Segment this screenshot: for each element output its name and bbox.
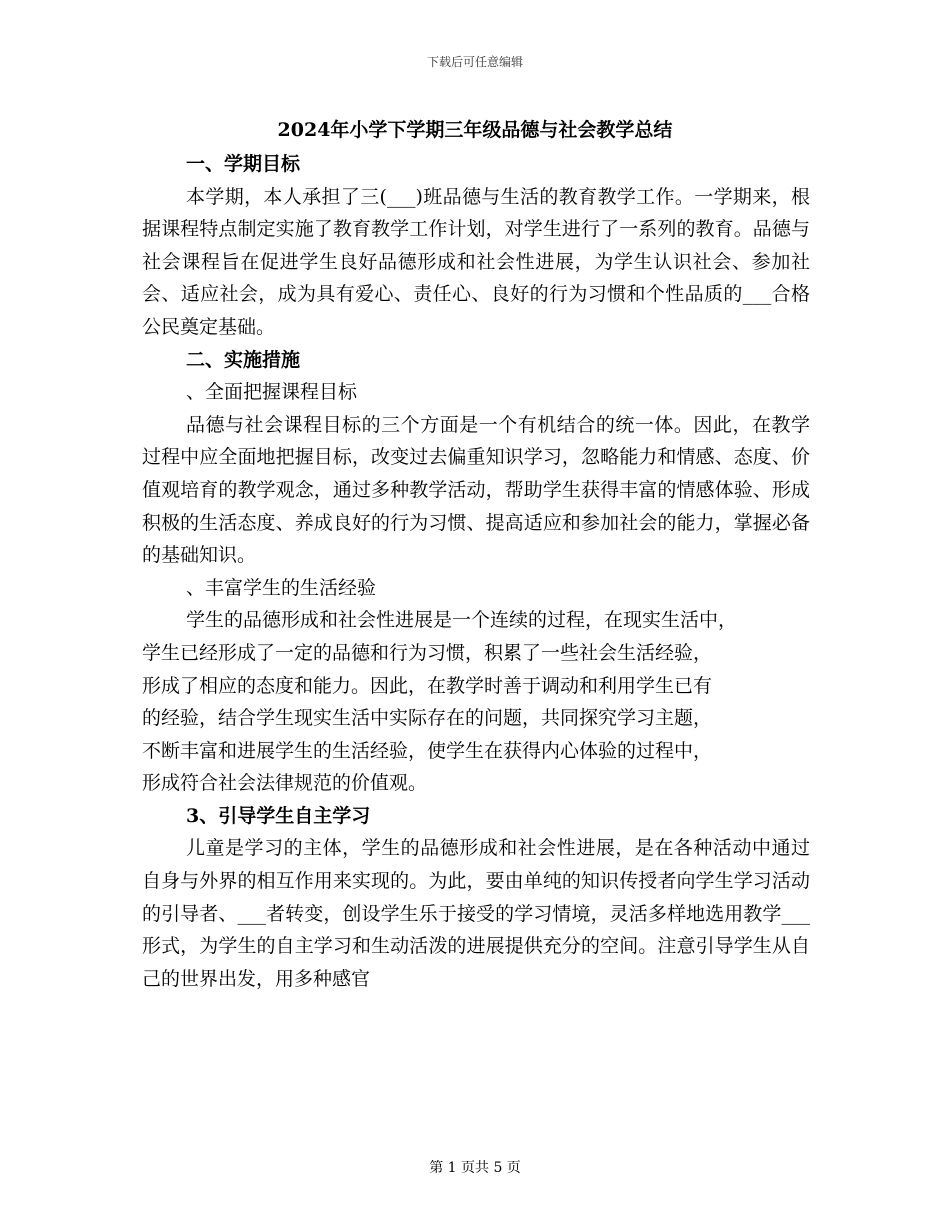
paragraph-3-line: 的经验，结合学生现实生活中实际存在的问题，共同探究学习主题， [142, 707, 713, 730]
paragraph-2: 品德与社会课程目标的三个方面是一个有机结合的统一体。因此，在教学过程中应全面地把握目标，改变过去偏重知识学习，忽略能力和情感、态度、价值观培育的教学观念，通过多种教学活动，帮助学生获得丰富的情感体验、形成积极的生活态度、养成良好的行为习惯、提高适应和参加社会的能力，掌握必备的基础知识。 [142, 413, 810, 567]
section-heading-2: 二、实施措施 [186, 348, 301, 371]
page-header: 下载后可任意编辑 [426, 55, 523, 69]
paragraph-3-line: 形成了相应的态度和能力。因此，在教学时善于调动和利用学生已有 [142, 674, 713, 697]
page-footer: 第 1 页共 5 页 [429, 1160, 521, 1176]
paragraph-3 [142, 604, 810, 800]
subheading-1: 、全面把握课程目标 [186, 381, 358, 404]
paragraph-1: 本学期，本人承担了三(___)班品德与生活的教育教学工作。一学期来，根据课程特点制定实施了教育教学工作计划，对学生进行了一系列的教育。品德与社会课程旨在促进学生良好品德形成和社会性进展，为学生认识社会、参加社会、适应社会，成为具有爱心、责任心、良好的行为习惯和个性品质的___合格公民奠定基础。 [142, 185, 810, 338]
section-heading-1: 一、学期目标 [186, 153, 301, 175]
document-body [142, 148, 810, 995]
section-heading-3: 3、引导学生自主学习 [186, 804, 371, 827]
paragraph-3-line: 形成符合社会法律规范的价值观。 [142, 772, 428, 795]
subheading-2: 、丰富学生的生活经验 [186, 576, 377, 599]
paragraph-3-line: 学生的品德形成和社会性进展是一个连续的过程，在现实生活中， [186, 609, 738, 632]
paragraph-3-line: 不断丰富和进展学生的生活经验，使学生在获得内心体验的过程中， [142, 739, 713, 762]
document-title: 2024年小学下学期三年级品德与社会教学总结 [277, 119, 673, 141]
paragraph-4: 儿童是学习的主体，学生的品德形成和社会性进展，是在各种活动中通过自身与外界的相互作用来实现的。为此，要由单纯的知识传授者向学生学习活动的引导者、___者转变，创设学生乐于接受的学习情境，灵活多样地选用教学___形式，为学生的自主学习和生动活泼的进展提供充分的空间。注意引导学生从自己的世界出发，用多种感官 [142, 837, 810, 990]
paragraph-3-line: 学生已经形成了一定的品德和行为习惯，积累了一些社会生活经验， [142, 641, 713, 664]
